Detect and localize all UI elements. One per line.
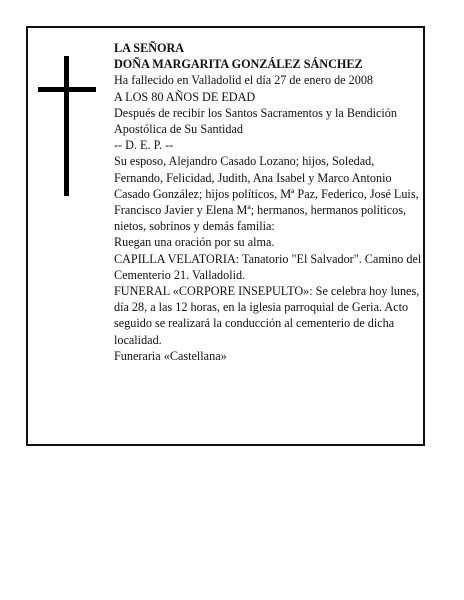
sacraments-line: Después de recibir los Santos Sacramentos y la Bendición Apostólica de Su Santidad <box>114 105 397 137</box>
family-paragraph: Su esposo, Alejandro Casado Lozano; hijos, Soledad, Fernando, Felicidad, Judith, Ana Isabel y Marco Antonio Casado González; hijos políticos, Mª Paz, Federico, José Luis, Francisco Javier y Elena Mª; hermanos, hermanos políticos, nietos, sobrinos y demás familia: <box>114 154 419 234</box>
funeral-home-line: Funeraria «Castellana» <box>114 348 227 363</box>
obituary-text <box>114 40 424 364</box>
age-line: A LOS 80 AÑOS DE EDAD <box>114 89 256 104</box>
prayer-line: Ruegan una oración por su alma. <box>114 235 275 250</box>
cross-horizontal-bar <box>38 87 96 92</box>
deceased-name: DOÑA MARGARITA GONZÁLEZ SÁNCHEZ <box>114 57 363 72</box>
cross-vertical-bar <box>64 56 69 196</box>
title-line-1: LA SEÑORA <box>114 41 185 55</box>
funeral-paragraph: FUNERAL «CORPORE INSEPULTO»: Se celebra hoy lunes, día 28, a las 12 horas, en la iglesia parroquial de Geria. Acto seguido se realizará la conducción al cementerio de dicha localidad. <box>114 284 420 347</box>
death-notice: Ha fallecido en Valladolid el día 27 de enero de 2008 <box>114 73 374 88</box>
chapel-paragraph: CAPILLA VELATORIA: Tanatorio "El Salvador". Camino del Cementerio 21. Valladolid. <box>114 251 422 282</box>
rip-line: -- D. E. P. -- <box>114 138 174 153</box>
